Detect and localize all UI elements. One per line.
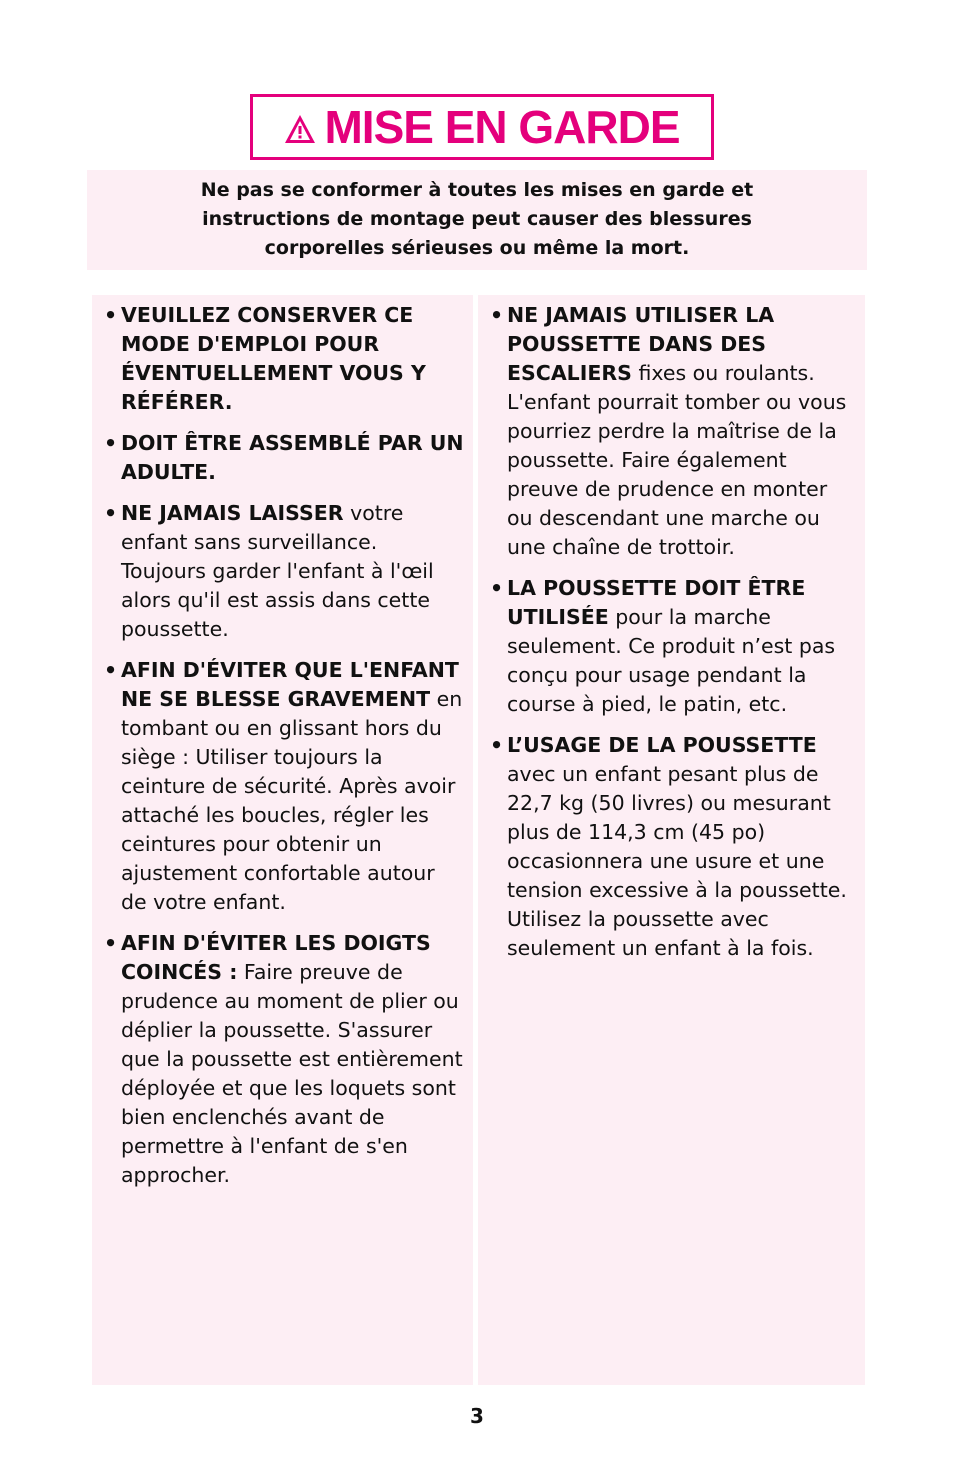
- warning-item-lead: AFIN D'ÉVITER LES DOIGTS COINCÉS :: [121, 931, 431, 984]
- warning-item: [490, 574, 859, 719]
- warning-item-body: votre enfant sans surveillance. Toujours garder l'enfant à l'œil alors qu'il est assis dans cette poussette.: [121, 501, 434, 641]
- bullet: •: [104, 658, 118, 682]
- bullet: •: [104, 501, 118, 525]
- warning-item-body: fixes ou roulants. L'enfant pourrait tomber ou vous pourriez perdre la maîtrise de la poussette. Faire également preuve de prudence en monter ou descendant une marche ou une chaîne de trottoir.: [507, 361, 847, 559]
- intro-warning-text: Ne pas se conformer à toutes les mises en garde et instructions de montage peut causer des blessures corporelles sérieuses ou même la mort.: [200, 179, 754, 259]
- bullet: •: [490, 303, 504, 327]
- warning-item-lead: VEUILLEZ CONSERVER CE MODE D'EMPLOI POUR ÉVENTUELLEMENT VOUS Y RÉFÉRER.: [121, 303, 426, 414]
- right-column: [478, 295, 865, 1385]
- warning-item-lead: LA POUSSETTE DOIT ÊTRE UTILISÉE: [507, 576, 806, 629]
- bullet: •: [490, 733, 504, 757]
- warning-header: [250, 94, 714, 160]
- warning-item-body: pour la marche seulement. Ce produit n’est pas conçu pour usage pendant la course à pied, le patin, etc.: [507, 605, 836, 716]
- intro-warning-band: [87, 170, 867, 270]
- warning-item: [490, 731, 859, 963]
- warning-item-lead: NE JAMAIS UTILISER LA POUSSETTE DANS DES ESCALIERS: [507, 303, 775, 385]
- warning-item: [104, 929, 465, 1190]
- warning-item-lead: L’USAGE DE LA POUSSETTE: [507, 733, 817, 757]
- page-title: MISE EN GARDE: [324, 101, 680, 153]
- warning-item-body: en tombant ou en glissant hors du siège : Utiliser toujours la ceinture de sécurité. Après avoir attaché les boucles, régler les ceintures pour obtenir un ajustement confortable autour de votre enfant.: [121, 687, 463, 914]
- warning-item-lead: AFIN D'ÉVITER QUE L'ENFANT NE SE BLESSE GRAVEMENT: [121, 658, 459, 711]
- warning-item: [490, 301, 859, 562]
- warning-item: [104, 301, 465, 417]
- warning-item-lead: NE JAMAIS LAISSER: [121, 501, 344, 525]
- left-column: [92, 295, 473, 1385]
- warning-item: [104, 429, 465, 487]
- bullet: •: [104, 303, 118, 327]
- warning-item: [104, 656, 465, 917]
- warning-item-lead: DOIT ÊTRE ASSEMBLÉ PAR UN ADULTE.: [121, 431, 464, 484]
- warning-triangle-icon: [284, 114, 316, 144]
- page-number: 3: [470, 1404, 484, 1428]
- bullet: •: [104, 931, 118, 955]
- bullet: •: [104, 431, 118, 455]
- bullet: •: [490, 576, 504, 600]
- warning-item-body: avec un enfant pesant plus de 22,7 kg (50 livres) ou mesurant plus de 114,3 cm (45 po) occasionnera une usure et une tension excessive à la poussette. Utilisez la poussette avec seulement un enfant à la fois.: [507, 762, 847, 960]
- warning-item: [104, 499, 465, 644]
- warning-item-body: Faire preuve de prudence au moment de plier ou déplier la poussette. S'assurer que la poussette est entièrement déployée et que les loquets sont bien enclenchés avant de permettre à l'enfant de s'en approcher.: [121, 960, 463, 1187]
